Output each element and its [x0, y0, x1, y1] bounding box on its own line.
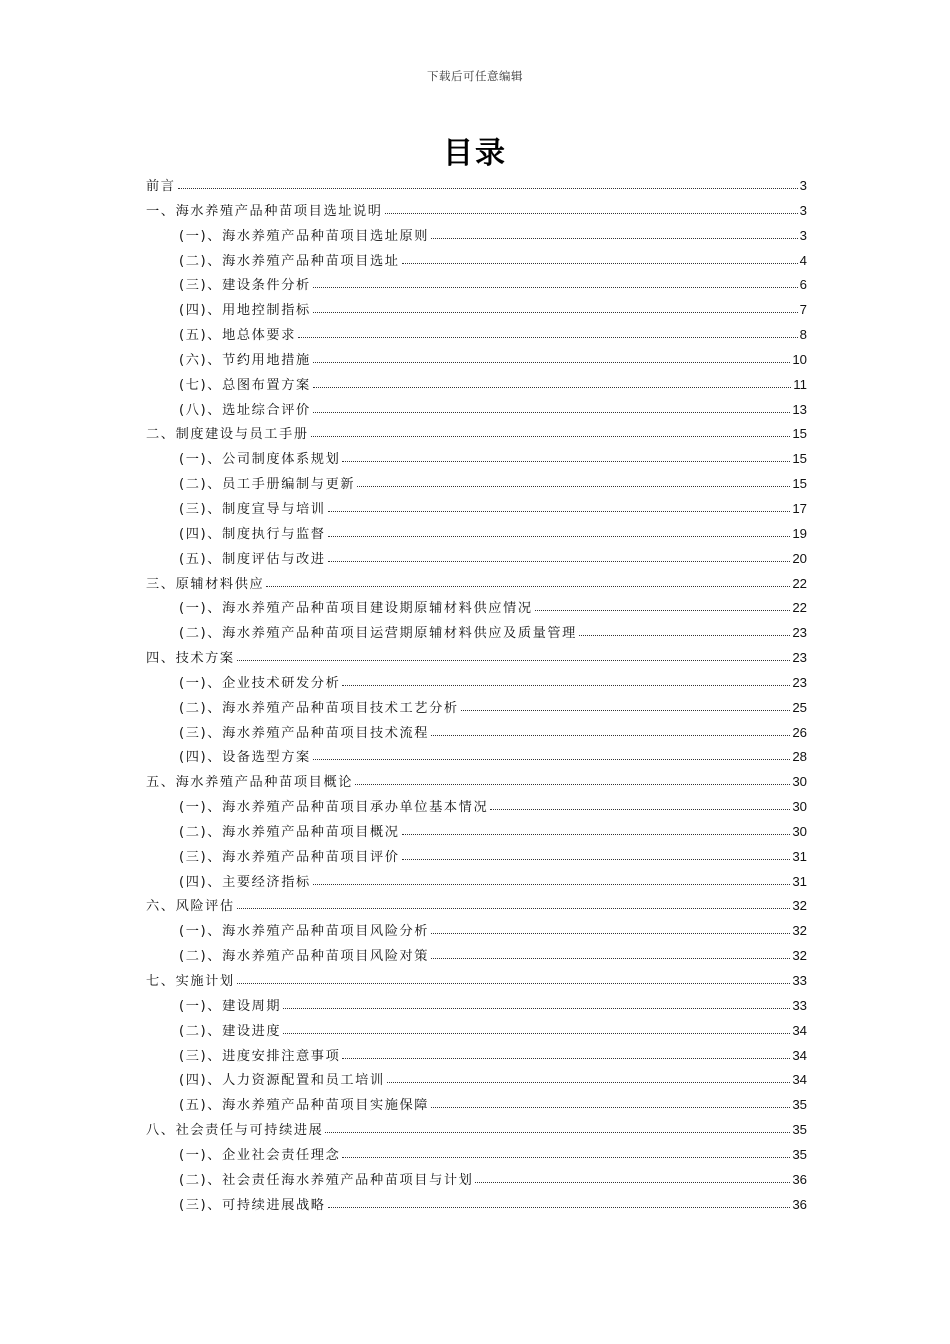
toc-dot-leader [283, 1022, 790, 1035]
toc-entry-page-number: 26 [792, 724, 807, 740]
toc-entry[interactable] [146, 697, 807, 722]
toc-entry-label: (四)、制度执行与监督 [179, 526, 326, 542]
toc-dot-leader [311, 425, 791, 438]
toc-entry[interactable] [146, 548, 807, 573]
toc-entry-label: (一)、企业社会责任理念 [179, 1147, 341, 1163]
toc-entry-page-number: 33 [792, 973, 807, 988]
toc-entry[interactable] [146, 796, 807, 821]
toc-entry-label: 八、社会责任与可持续进展 [146, 1123, 324, 1139]
toc-entry-page-number: 30 [792, 823, 807, 839]
toc-entry-label: 三、原辅材料供应 [146, 576, 265, 592]
toc-entry-page-number: 23 [792, 625, 807, 641]
toc-entry-page-number: 32 [792, 923, 807, 939]
toc-entry-page-number: 6 [799, 277, 807, 293]
toc-entry-label: (二)、海水养殖产品种苗项目选址 [179, 253, 400, 269]
toc-entry-page-number: 11 [793, 376, 807, 392]
toc-dot-leader [328, 550, 791, 563]
toc-entry-label: (一)、公司制度体系规划 [179, 452, 341, 468]
toc-dot-leader [357, 475, 790, 488]
toc-entry-page-number: 34 [792, 1047, 807, 1063]
toc-entry-page-number: 20 [792, 550, 807, 566]
toc-entry-page-number: 28 [792, 749, 807, 765]
toc-entry[interactable] [146, 995, 807, 1020]
toc-dot-leader [342, 674, 790, 687]
toc-entry-label: (三)、制度宣导与培训 [179, 501, 326, 517]
toc-entry[interactable] [146, 448, 807, 473]
toc-entry-page-number: 34 [792, 1072, 807, 1088]
toc-entry-page-number: 19 [792, 525, 807, 541]
toc-entry[interactable] [146, 299, 807, 324]
toc-dot-leader [313, 401, 791, 414]
toc-dot-leader [328, 1196, 791, 1209]
toc-entry-page-number: 17 [792, 500, 807, 516]
toc-entry[interactable] [146, 1069, 807, 1094]
toc-entry-label: (三)、可持续进展战略 [179, 1197, 326, 1213]
toc-entry[interactable] [146, 647, 807, 672]
toc-entry-page-number: 10 [792, 351, 807, 367]
toc-dot-leader [342, 450, 790, 463]
toc-entry-label: 七、实施计划 [146, 974, 235, 989]
toc-entry-page-number: 31 [792, 848, 807, 864]
toc-dot-leader [342, 1047, 790, 1060]
toc-entry-label: 前言 [146, 179, 176, 194]
toc-entry-page-number: 35 [792, 1146, 807, 1162]
toc-entry[interactable] [146, 1020, 807, 1045]
toc-entry-label: (五)、制度评估与改进 [179, 551, 326, 567]
toc-entry-label: (二)、建设进度 [179, 1023, 282, 1039]
toc-entry-page-number: 32 [792, 898, 807, 914]
toc-dot-leader [461, 699, 791, 712]
toc-entry-label: (四)、人力资源配置和员工培训 [179, 1073, 385, 1089]
toc-entry[interactable] [146, 945, 807, 970]
toc-entry-page-number: 15 [792, 476, 807, 492]
toc-entry[interactable] [146, 920, 807, 945]
toc-entry-page-number: 33 [792, 997, 807, 1013]
toc-entry-label: 五、海水养殖产品种苗项目概论 [146, 775, 354, 791]
toc-dot-leader [313, 301, 798, 314]
table-of-contents [146, 175, 807, 1218]
toc-entry-page-number: 7 [799, 302, 807, 318]
toc-entry-label: (四)、主要经济指标 [179, 874, 311, 890]
toc-dot-leader [313, 376, 792, 389]
toc-entry[interactable] [146, 1144, 807, 1169]
toc-entry-page-number: 8 [799, 327, 807, 343]
toc-entry-label: (一)、海水养殖产品种苗项目风险分析 [179, 924, 430, 940]
toc-entry-label: (二)、海水养殖产品种苗项目风险对策 [179, 949, 430, 965]
toc-entry-label: (二)、海水养殖产品种苗项目概况 [179, 824, 400, 840]
toc-entry-page-number: 31 [792, 873, 807, 889]
toc-dot-leader [475, 1171, 790, 1184]
toc-entry-page-number: 36 [792, 1171, 807, 1187]
toc-entry-label: (一)、海水养殖产品种苗项目承办单位基本情况 [179, 800, 489, 816]
toc-dot-leader [266, 575, 790, 588]
toc-entry[interactable] [146, 1094, 807, 1119]
toc-entry[interactable] [146, 846, 807, 871]
toc-dot-leader [313, 748, 791, 761]
toc-dot-leader [431, 227, 798, 240]
toc-entry-label: (三)、海水养殖产品种苗项目技术流程 [179, 725, 430, 741]
toc-dot-leader [490, 798, 790, 811]
toc-entry-page-number: 36 [792, 1196, 807, 1212]
toc-entry-label: (三)、海水养殖产品种苗项目评价 [179, 849, 400, 865]
toc-entry-page-number: 30 [792, 774, 807, 790]
toc-dot-leader [325, 1121, 790, 1134]
toc-entry-label: (一)、海水养殖产品种苗项目选址原则 [179, 228, 430, 244]
toc-entry[interactable] [146, 970, 807, 995]
toc-entry[interactable] [146, 1194, 807, 1219]
toc-dot-leader [385, 202, 798, 215]
toc-entry-label: (四)、设备选型方案 [179, 750, 311, 766]
toc-dot-leader [355, 773, 790, 786]
toc-dot-leader [313, 351, 791, 364]
toc-entry[interactable] [146, 597, 807, 622]
toc-entry-label: (七)、总图布置方案 [179, 377, 311, 393]
toc-entry[interactable] [146, 274, 807, 299]
toc-entry[interactable] [146, 895, 807, 920]
toc-entry-page-number: 3 [799, 202, 807, 218]
toc-dot-leader [283, 997, 790, 1010]
toc-entry-page-number: 32 [792, 948, 807, 964]
toc-entry-page-number: 25 [792, 699, 807, 715]
toc-entry-label: (二)、海水养殖产品种苗项目运营期原辅材料供应及质量管理 [179, 626, 577, 642]
toc-entry[interactable] [146, 1045, 807, 1070]
toc-entry-page-number: 22 [792, 575, 807, 591]
toc-dot-leader [431, 1096, 790, 1109]
toc-entry[interactable] [146, 324, 807, 349]
toc-entry-label: (四)、用地控制指标 [179, 303, 311, 319]
toc-entry[interactable] [146, 573, 807, 598]
toc-dot-leader [328, 500, 791, 513]
toc-entry[interactable] [146, 473, 807, 498]
toc-entry-label: 一、海水养殖产品种苗项目选址说明 [146, 203, 383, 219]
toc-dot-leader [313, 276, 798, 289]
toc-dot-leader [237, 649, 791, 662]
toc-entry-label: (八)、选址综合评价 [179, 402, 311, 418]
toc-entry[interactable] [146, 1169, 807, 1194]
toc-dot-leader [313, 873, 791, 886]
toc-entry-page-number: 23 [792, 674, 807, 690]
toc-entry-page-number: 23 [792, 650, 807, 666]
toc-entry[interactable] [146, 250, 807, 275]
toc-entry[interactable] [146, 821, 807, 846]
toc-dot-leader [328, 525, 791, 538]
toc-entry-page-number: 35 [792, 1122, 807, 1138]
toc-dot-leader [431, 724, 790, 737]
toc-entry[interactable] [146, 523, 807, 548]
toc-dot-leader [579, 624, 790, 637]
toc-dot-leader [237, 897, 791, 910]
toc-entry[interactable] [146, 349, 807, 374]
toc-entry[interactable] [146, 175, 807, 200]
toc-entry[interactable] [146, 225, 807, 250]
toc-entry-label: 二、制度建设与员工手册 [146, 427, 309, 443]
toc-dot-leader [402, 848, 791, 861]
toc-entry-label: (三)、建设条件分析 [179, 278, 311, 294]
toc-dot-leader [178, 177, 798, 190]
toc-entry-label: (一)、企业技术研发分析 [179, 675, 341, 691]
toc-entry[interactable] [146, 672, 807, 697]
toc-entry-page-number: 15 [792, 426, 807, 442]
toc-entry-page-number: 22 [792, 600, 807, 616]
toc-entry-page-number: 13 [792, 401, 807, 417]
toc-entry[interactable] [146, 1119, 807, 1144]
toc-entry-page-number: 15 [792, 451, 807, 467]
toc-entry-page-number: 30 [792, 799, 807, 815]
toc-dot-leader [387, 1071, 791, 1084]
toc-entry-label: (三)、进度安排注意事项 [179, 1048, 341, 1064]
toc-entry-label: (一)、建设周期 [179, 998, 282, 1014]
toc-entry[interactable] [146, 399, 807, 424]
toc-dot-leader [342, 1146, 790, 1159]
toc-entry-label: (二)、员工手册编制与更新 [179, 477, 356, 493]
toc-title: 目录 [443, 136, 507, 171]
toc-entry-label: (六)、节约用地措施 [179, 352, 311, 368]
toc-entry-label: 六、风险评估 [146, 899, 235, 915]
toc-dot-leader [431, 922, 790, 935]
toc-dot-leader [431, 947, 790, 960]
toc-dot-leader [535, 599, 791, 612]
toc-dot-leader [402, 823, 791, 836]
toc-entry-label: (五)、地总体要求 [179, 328, 297, 344]
toc-entry[interactable] [146, 423, 807, 448]
toc-entry[interactable] [146, 498, 807, 523]
toc-entry-page-number: 3 [799, 227, 807, 243]
toc-entry-page-number: 4 [799, 252, 807, 268]
toc-entry-page-number: 34 [792, 1022, 807, 1038]
toc-dot-leader [298, 326, 798, 339]
toc-entry[interactable] [146, 871, 807, 896]
toc-entry[interactable] [146, 746, 807, 771]
toc-dot-leader [237, 972, 791, 985]
toc-entry-label: 四、技术方案 [146, 651, 235, 667]
toc-entry[interactable] [146, 200, 807, 225]
toc-entry-label: (五)、海水养殖产品种苗项目实施保障 [179, 1098, 430, 1114]
toc-entry-page-number: 35 [792, 1097, 807, 1113]
header-note: 下载后可任意编辑 [427, 69, 523, 83]
toc-entry[interactable] [146, 771, 807, 796]
toc-entry[interactable] [146, 622, 807, 647]
toc-entry-page-number: 3 [799, 178, 807, 193]
toc-entry-label: (二)、海水养殖产品种苗项目技术工艺分析 [179, 700, 459, 716]
toc-entry[interactable] [146, 374, 807, 399]
toc-dot-leader [402, 252, 798, 265]
toc-entry-label: (一)、海水养殖产品种苗项目建设期原辅材料供应情况 [179, 601, 533, 617]
toc-entry-label: (二)、社会责任海水养殖产品种苗项目与计划 [179, 1172, 474, 1188]
toc-entry[interactable] [146, 722, 807, 747]
